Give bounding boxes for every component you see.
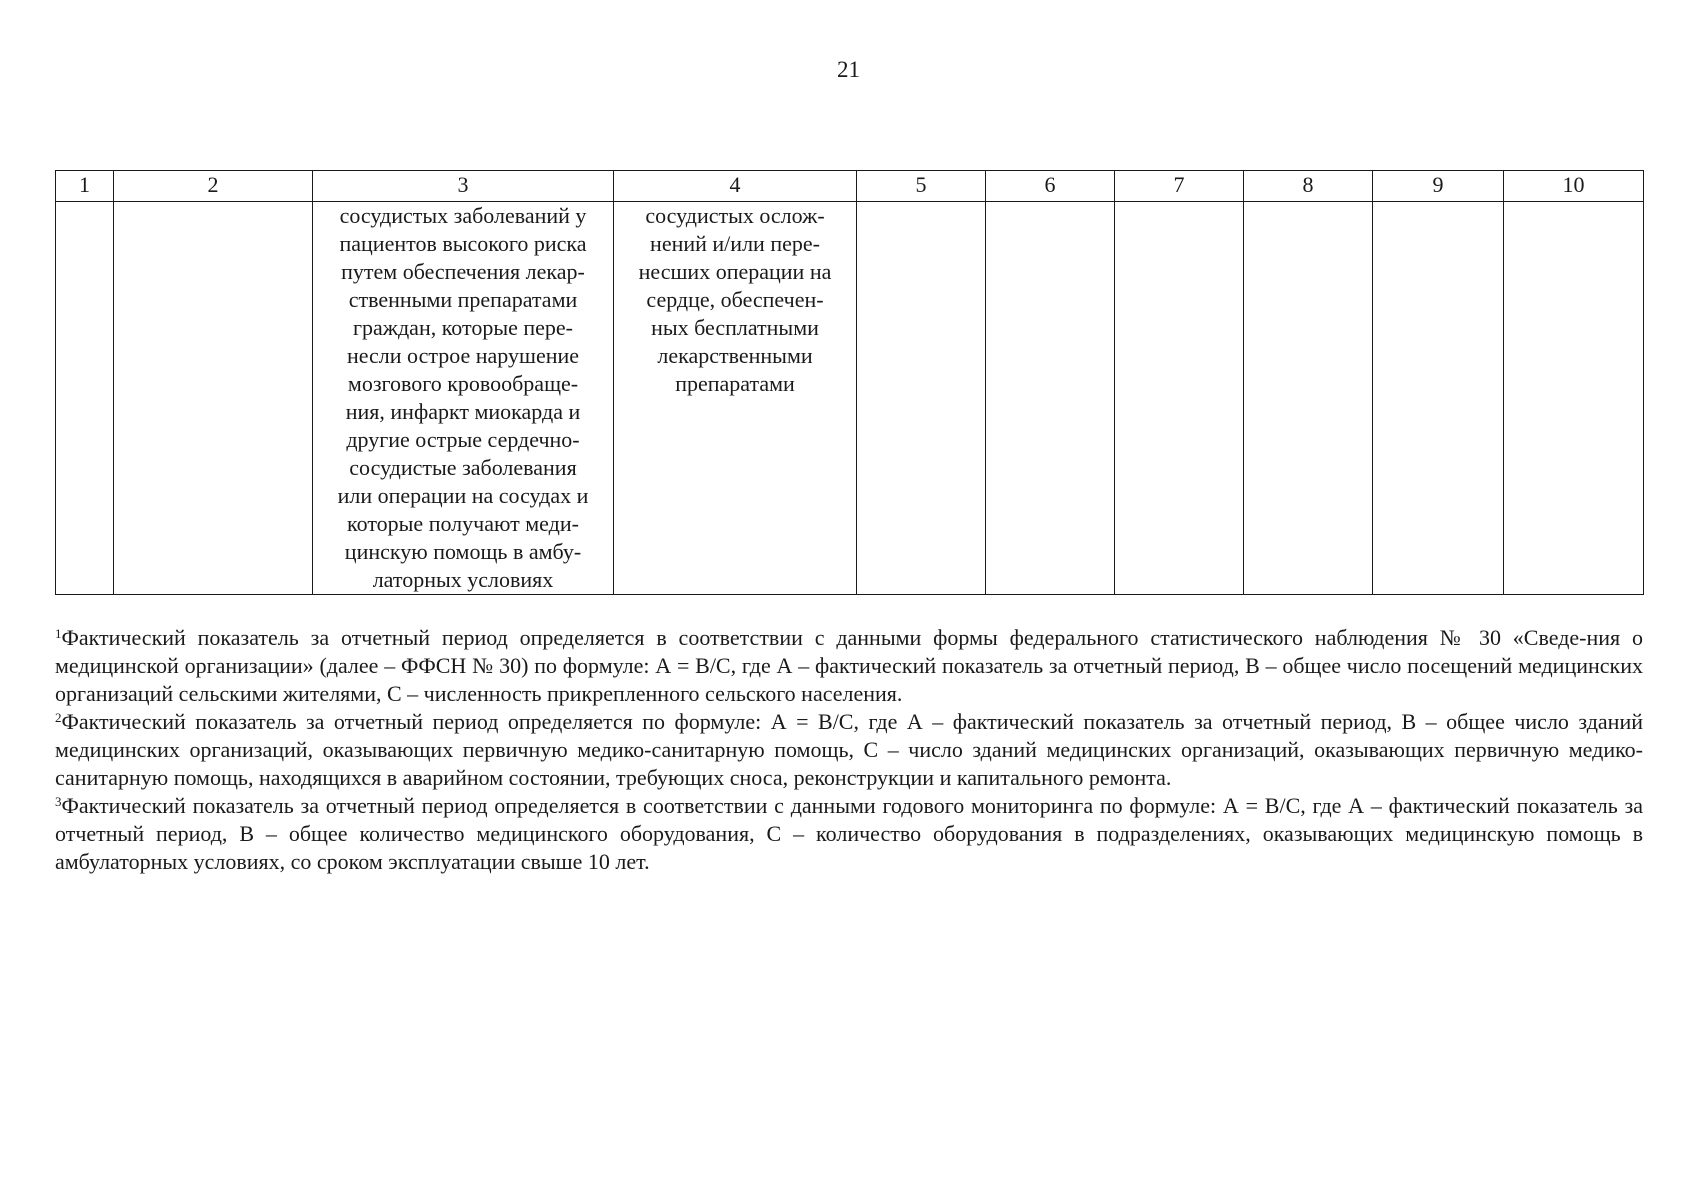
table-cell-col1	[56, 202, 114, 595]
table-cell-col6	[986, 202, 1115, 595]
footnotes	[55, 624, 1643, 876]
footnote-1	[55, 624, 1643, 708]
column-header-6: 6	[986, 171, 1115, 202]
column-header-4: 4	[614, 171, 857, 202]
table-cell-col8	[1244, 202, 1373, 595]
column-header-7: 7	[1115, 171, 1244, 202]
page-number: 21	[837, 57, 860, 82]
table-cell-col3	[313, 202, 614, 595]
column-header-8: 8	[1244, 171, 1373, 202]
cell-text-col3: сосудистых заболеваний у пациентов высокого риска путем обеспечения лекар- ственными препаратами граждан, которые пере- несли острое нарушение мозгового кровообраще- ния, инфаркт миокарда и другие острые сердечно- сосудистые заболевания или операции на сосудах и которые получают меди- цинскую помощь в амбу- латорных условиях	[337, 203, 589, 592]
table-cell-col10	[1504, 202, 1644, 595]
table-cell-col4	[614, 202, 857, 595]
column-header-9: 9	[1373, 171, 1504, 202]
column-header-1: 1	[56, 171, 114, 202]
cell-text-col4: сосудистых ослож- нений и/или пере- несших операции на сердце, обеспечен- ных бесплатными лекарственными препаратами	[638, 203, 832, 396]
table-cell-col5	[857, 202, 986, 595]
footnote-text-3: Фактический показатель за отчетный период определяется в соответствии с данными годового мониторинга по формуле: А = В/С, где А – фактический показатель за отчетный период, В – общее количество медицинского оборудования, С – количество оборудования в подразделениях, оказывающих медицинскую помощь в амбулаторных условиях, со сроком эксплуатации свыше 10 лет.	[55, 793, 1643, 874]
table-row	[56, 202, 1644, 595]
footnote-text-1: Фактический показатель за отчетный период определяется в соответствии с данными формы федерального статистического наблюдения № 30 «Сведе-ния о медицинской организации» (далее – ФФСН № 30) по формуле: А = В/С, где А – фактический показатель за отчетный период, В – общее число посещений медицинских организаций сельскими жителями, С – численность прикрепленного сельского населения.	[55, 625, 1643, 706]
column-header-10: 10	[1504, 171, 1644, 202]
column-header-5: 5	[857, 171, 986, 202]
table-cell-col2	[114, 202, 313, 595]
footnote-text-2: Фактический показатель за отчетный период определяется по формуле: А = В/С, где А – фактический показатель за отчетный период, В – общее число зданий медицинских организаций, оказывающих первичную медико-санитарную помощь, С – число зданий медицинских организаций, оказывающих первичную медико-санитарную помощь, находящихся в аварийном состоянии, требующих сноса, реконструкции и капитального ремонта.	[55, 709, 1643, 790]
table-header-row	[56, 171, 1644, 202]
footnote-3	[55, 792, 1643, 876]
indicators-table	[55, 170, 1644, 595]
footnote-2	[55, 708, 1643, 792]
table-cell-col9	[1373, 202, 1504, 595]
table-cell-col7	[1115, 202, 1244, 595]
column-header-3: 3	[313, 171, 614, 202]
footnote-marker-3: 3	[55, 794, 62, 809]
footnote-marker-2: 2	[55, 710, 62, 725]
column-header-2: 2	[114, 171, 313, 202]
footnote-marker-1: 1	[55, 626, 62, 641]
